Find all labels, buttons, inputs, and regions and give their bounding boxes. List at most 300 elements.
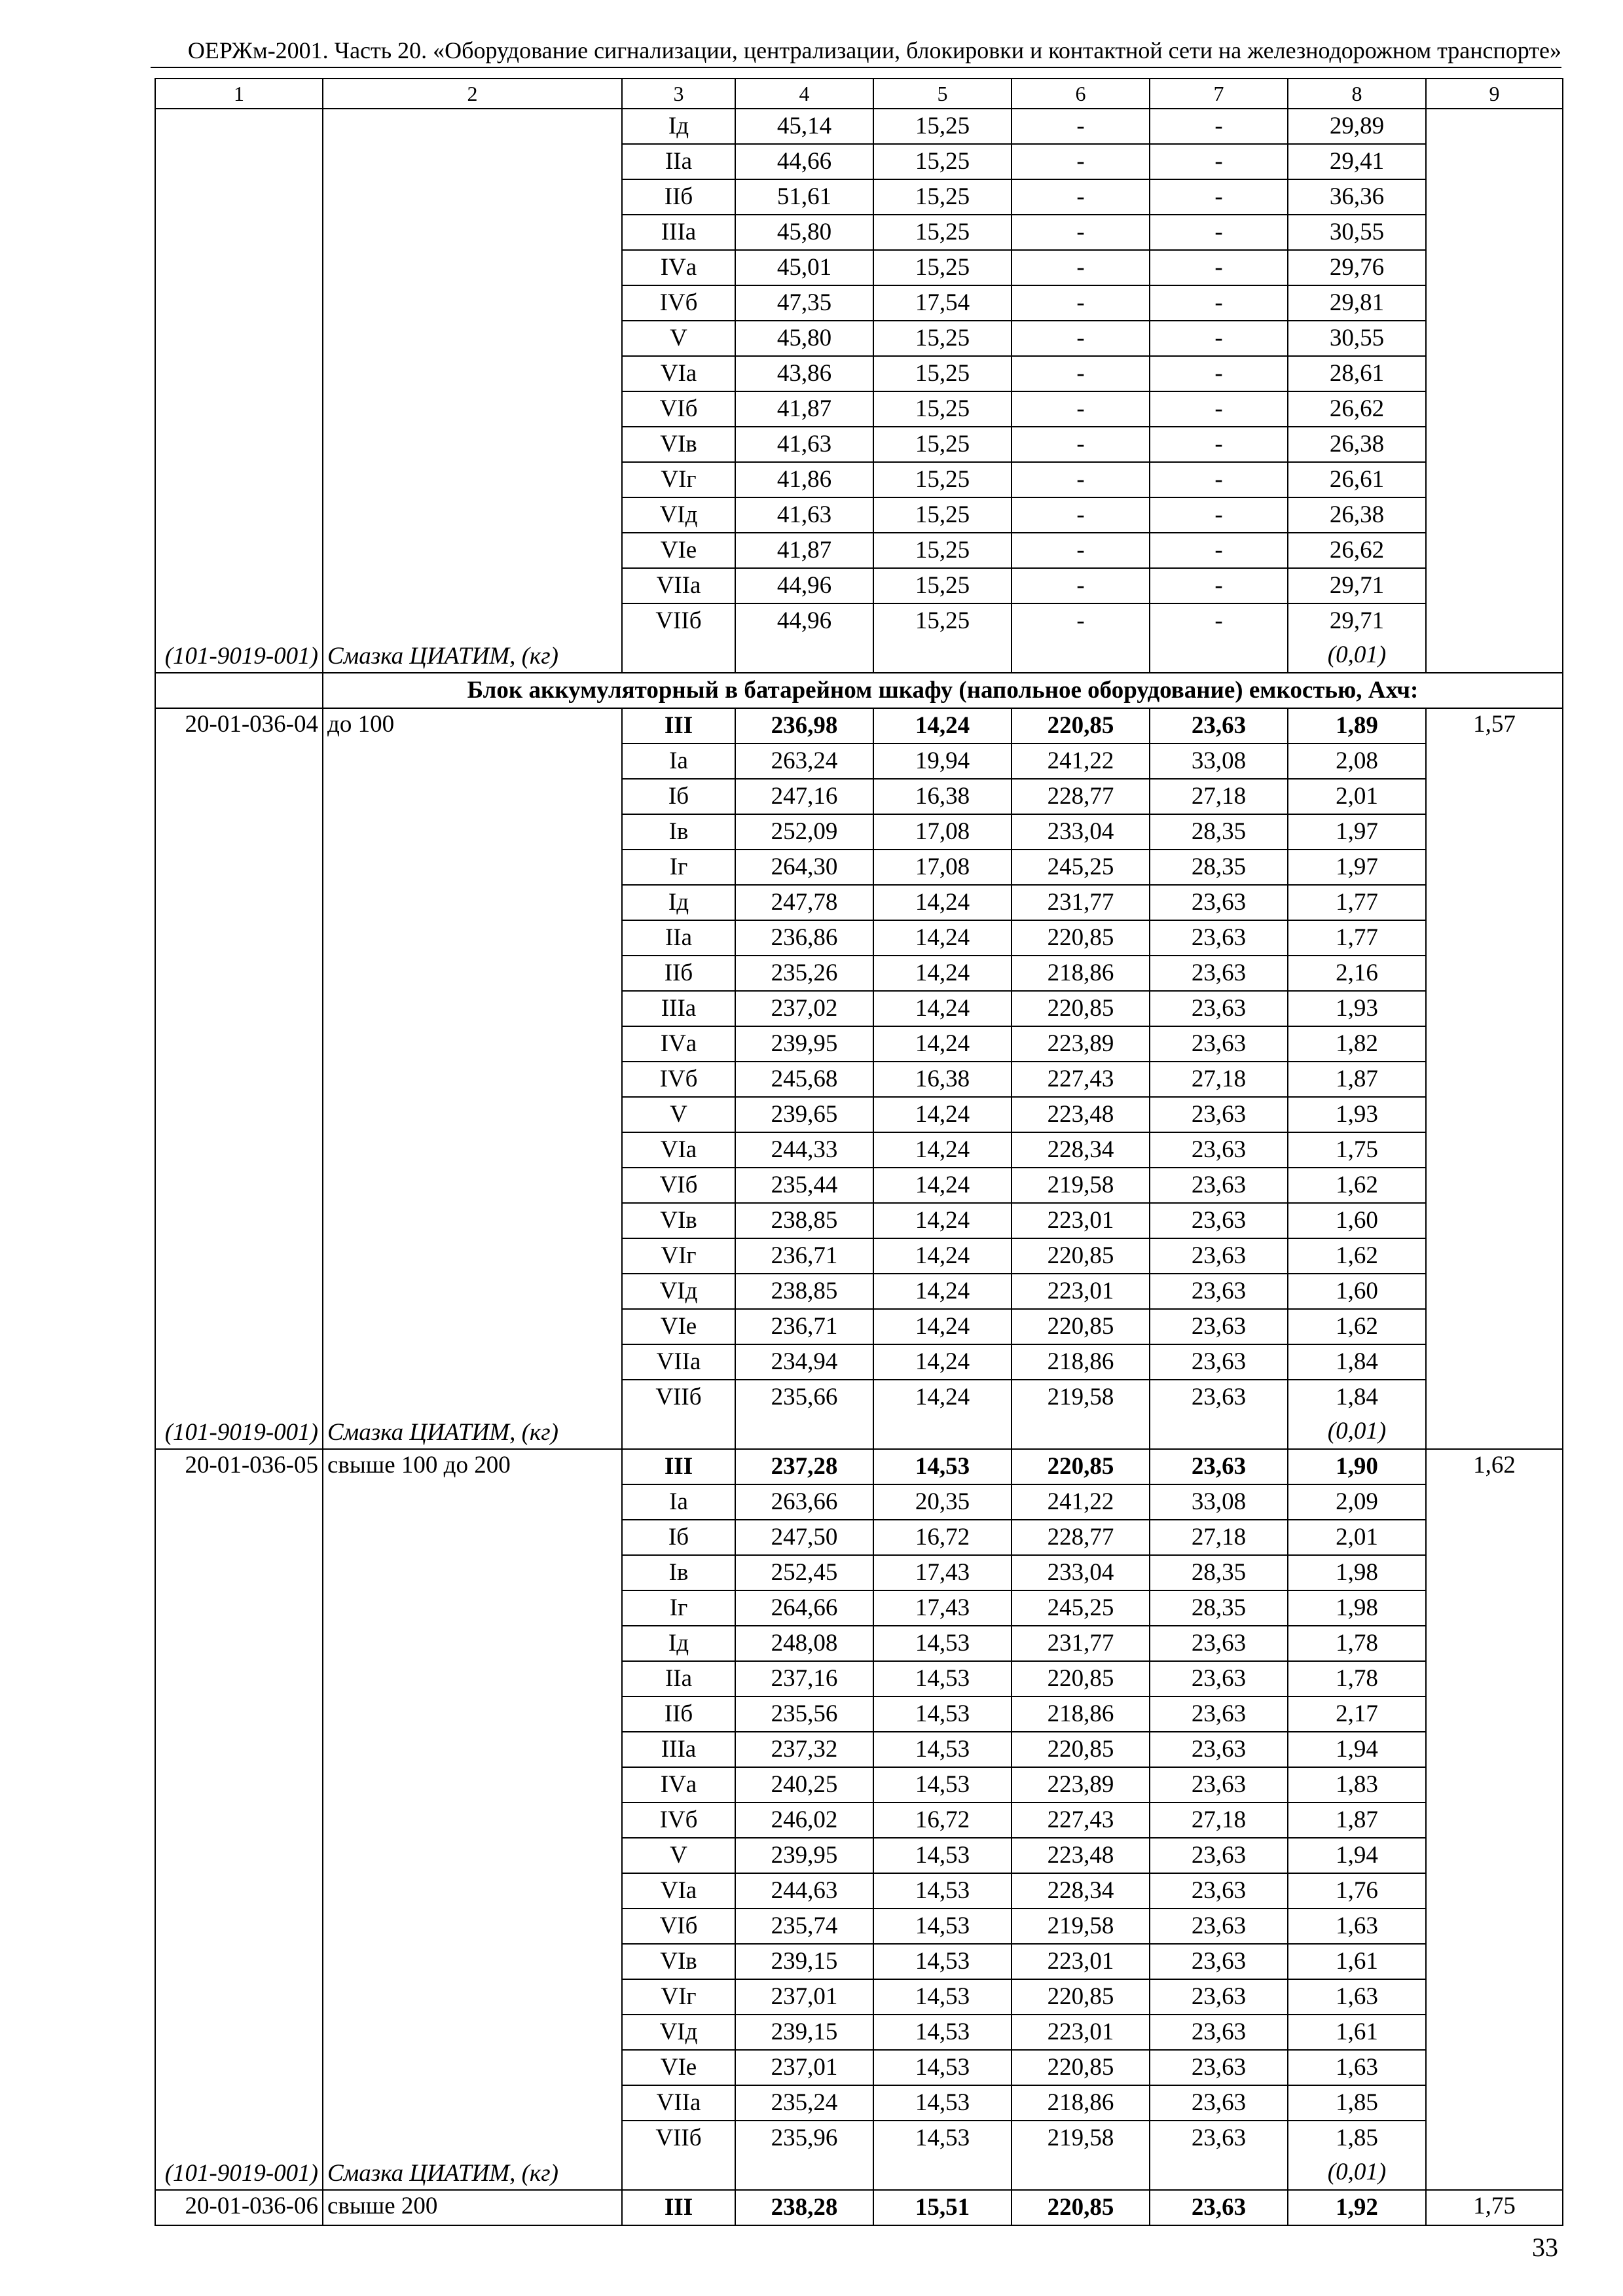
value-cell: Iб	[622, 1520, 735, 1555]
value-cell: 29,89	[1288, 109, 1426, 144]
value-cell: IVа	[622, 250, 735, 285]
section-title-row	[155, 673, 1563, 708]
value-cell: 1,98	[1288, 1555, 1426, 1590]
value-cell: 15,25	[873, 427, 1012, 462]
value-cell: 218,86	[1012, 2085, 1150, 2121]
value-cell: 247,78	[735, 885, 873, 920]
value-cell: 219,58	[1012, 1909, 1150, 1944]
value-cell: 223,01	[1012, 1203, 1150, 1238]
value-cell: 45,80	[735, 215, 873, 250]
value-cell: 239,15	[735, 2015, 873, 2050]
value-cell: -	[1150, 497, 1288, 533]
value-cell: 220,85	[1012, 2050, 1150, 2085]
value-cell: 14,24	[873, 1309, 1012, 1344]
value-cell: 1,92	[1288, 2190, 1426, 2225]
value-cell: 51,61	[735, 179, 873, 215]
value-cell: 237,01	[735, 2050, 873, 2085]
value-cell: 27,18	[1150, 1803, 1288, 1838]
value-cell: IIа	[622, 1661, 735, 1696]
value-cell: 44,96	[735, 568, 873, 603]
value-cell: -	[1150, 250, 1288, 285]
value-cell: 1,84	[1288, 1380, 1426, 1414]
value-cell: 47,35	[735, 285, 873, 321]
value-cell: 23,63	[1150, 1838, 1288, 1873]
value-cell: 28,35	[1150, 1555, 1288, 1590]
empty-cell	[1150, 1414, 1288, 1449]
value-cell: 2,09	[1288, 1484, 1426, 1520]
value-cell: VIIб	[622, 1380, 735, 1414]
value-cell: -	[1150, 285, 1288, 321]
value-cell: 1,89	[1288, 708, 1426, 744]
value-cell: 1,76	[1288, 1873, 1426, 1909]
value-cell: 14,53	[873, 2121, 1012, 2155]
value-cell: 220,85	[1012, 920, 1150, 956]
value-cell: 1,90	[1288, 1449, 1426, 1484]
empty-cell	[873, 2155, 1012, 2190]
value-cell: 41,87	[735, 391, 873, 427]
value-cell: 16,72	[873, 1520, 1012, 1555]
value-cell: VIIа	[622, 2085, 735, 2121]
value-cell: 30,55	[1288, 215, 1426, 250]
value-cell: 14,53	[873, 2015, 1012, 2050]
value-cell: -	[1150, 356, 1288, 391]
value-cell: 27,18	[1150, 779, 1288, 814]
value-cell: -	[1012, 427, 1150, 462]
value-cell: 218,86	[1012, 1696, 1150, 1732]
value-cell: 23,63	[1150, 1238, 1288, 1274]
value-cell: -	[1012, 533, 1150, 568]
value-cell: 219,58	[1012, 2121, 1150, 2155]
value-cell: 44,96	[735, 603, 873, 638]
value-cell: 15,25	[873, 250, 1012, 285]
value-cell: 36,36	[1288, 179, 1426, 215]
value-cell: 23,63	[1150, 1909, 1288, 1944]
value-cell: 23,63	[1150, 2121, 1288, 2155]
value-cell: 252,45	[735, 1555, 873, 1590]
value-cell: IIIа	[622, 991, 735, 1026]
value-cell: 14,53	[873, 1838, 1012, 1873]
section-title: Блок аккумуляторный в батарейном шкафу (напольное оборудование) емкостью, Ахч:	[323, 673, 1563, 708]
value-cell: -	[1012, 215, 1150, 250]
value-cell: 29,71	[1288, 603, 1426, 638]
value-cell: 235,66	[735, 1380, 873, 1414]
empty-cell	[1150, 2155, 1288, 2190]
value-cell: 23,63	[1150, 991, 1288, 1026]
value-cell: 17,08	[873, 850, 1012, 885]
value-cell: -	[1012, 462, 1150, 497]
value-cell: -	[1150, 144, 1288, 179]
value-cell: 17,08	[873, 814, 1012, 850]
value-cell: 1,97	[1288, 850, 1426, 885]
value-cell: 228,34	[1012, 1132, 1150, 1168]
value-cell: 14,53	[873, 1767, 1012, 1803]
column-number-cell: 8	[1288, 79, 1426, 109]
value-cell: Iв	[622, 814, 735, 850]
value-cell: 220,85	[1012, 1449, 1150, 1484]
col9-cell: 1,75	[1426, 2190, 1563, 2225]
value-cell: 15,25	[873, 391, 1012, 427]
value-cell: 1,75	[1288, 1132, 1426, 1168]
value-cell: 14,24	[873, 1026, 1012, 1062]
value-cell: 17,43	[873, 1590, 1012, 1626]
value-cell: VIIб	[622, 603, 735, 638]
value-cell: 23,63	[1150, 956, 1288, 991]
value-cell: IVб	[622, 285, 735, 321]
value-cell: 1,97	[1288, 814, 1426, 850]
value-cell: VIIб	[622, 2121, 735, 2155]
value-cell: 14,24	[873, 956, 1012, 991]
value-cell: 15,25	[873, 497, 1012, 533]
rate-code: 20-01-036-04	[185, 711, 318, 738]
value-cell: Iд	[622, 1626, 735, 1661]
value-cell: 263,66	[735, 1484, 873, 1520]
value-cell: VIг	[622, 1238, 735, 1274]
value-cell: Iд	[622, 885, 735, 920]
value-cell: 241,22	[1012, 1484, 1150, 1520]
empty-cell	[735, 638, 873, 673]
value-cell: 23,63	[1150, 1732, 1288, 1767]
value-cell: 1,94	[1288, 1732, 1426, 1767]
value-cell: IIа	[622, 144, 735, 179]
column-number-cell: 5	[873, 79, 1012, 109]
value-cell: 223,89	[1012, 1767, 1150, 1803]
value-cell: 220,85	[1012, 1979, 1150, 2015]
empty-cell	[622, 1414, 735, 1449]
value-cell: 45,80	[735, 321, 873, 356]
value-cell: 15,25	[873, 603, 1012, 638]
value-cell: 223,48	[1012, 1838, 1150, 1873]
value-cell: 26,38	[1288, 427, 1426, 462]
value-cell: 41,63	[735, 497, 873, 533]
value-cell: 1,84	[1288, 1344, 1426, 1380]
rate-code: 20-01-036-05	[185, 1452, 318, 1479]
value-cell: 27,18	[1150, 1520, 1288, 1555]
value-cell: -	[1150, 321, 1288, 356]
value-cell: 228,77	[1012, 1520, 1150, 1555]
value-cell: 15,25	[873, 533, 1012, 568]
value-cell: 1,87	[1288, 1062, 1426, 1097]
value-cell: 29,71	[1288, 568, 1426, 603]
material-code: (101-9019-001)	[164, 643, 318, 670]
value-cell: 237,28	[735, 1449, 873, 1484]
material-code: (101-9019-001)	[164, 2160, 318, 2187]
rate-code-cell	[155, 708, 323, 1449]
value-cell: 14,24	[873, 1168, 1012, 1203]
table-row	[155, 1449, 1563, 1484]
value-cell: 235,44	[735, 1168, 873, 1203]
value-cell: 2,01	[1288, 1520, 1426, 1555]
value-cell: 15,51	[873, 2190, 1012, 2225]
material-name: Смазка ЦИАТИМ, (кг)	[327, 2160, 558, 2187]
value-cell: 26,61	[1288, 462, 1426, 497]
header-rule	[151, 67, 1561, 68]
empty-cell	[1150, 638, 1288, 673]
value-cell: V	[622, 321, 735, 356]
empty-cell	[873, 638, 1012, 673]
value-cell: -	[1150, 391, 1288, 427]
value-cell: 1,78	[1288, 1626, 1426, 1661]
material-name: Смазка ЦИАТИМ, (кг)	[327, 643, 558, 670]
value-cell: 219,58	[1012, 1380, 1150, 1414]
value-cell: 15,25	[873, 144, 1012, 179]
empty-cell	[873, 1414, 1012, 1449]
rate-name: свыше 200	[327, 2193, 438, 2219]
value-cell: 14,53	[873, 1661, 1012, 1696]
value-cell: 41,63	[735, 427, 873, 462]
value-cell: -	[1012, 568, 1150, 603]
value-cell: 23,63	[1150, 1097, 1288, 1132]
value-cell: 245,25	[1012, 850, 1150, 885]
value-cell: 14,24	[873, 1097, 1012, 1132]
value-cell: -	[1012, 391, 1150, 427]
value-cell: 28,35	[1150, 1590, 1288, 1626]
material-value: (0,01)	[1288, 1414, 1426, 1449]
value-cell: -	[1012, 321, 1150, 356]
value-cell: -	[1150, 427, 1288, 462]
value-cell: 14,24	[873, 920, 1012, 956]
value-cell: 30,55	[1288, 321, 1426, 356]
value-cell: 14,53	[873, 1626, 1012, 1661]
page-header: ОЕРЖм-2001. Часть 20. «Оборудование сигнализации, централизации, блокировки и контактной сети на железнодорожном транспорте»	[187, 37, 1561, 63]
value-cell: 28,35	[1150, 814, 1288, 850]
value-cell: 23,63	[1150, 1203, 1288, 1238]
rate-name-cell	[323, 109, 622, 673]
value-cell: 244,63	[735, 1873, 873, 1909]
value-cell: 1,62	[1288, 1168, 1426, 1203]
value-cell: 223,48	[1012, 1097, 1150, 1132]
value-cell: 220,85	[1012, 708, 1150, 744]
value-cell: 240,25	[735, 1767, 873, 1803]
rate-code: 20-01-036-06	[185, 2193, 318, 2219]
value-cell: 1,77	[1288, 885, 1426, 920]
value-cell: 26,38	[1288, 497, 1426, 533]
value-cell: 1,62	[1288, 1309, 1426, 1344]
section-spacer-cell	[155, 673, 323, 708]
value-cell: 14,24	[873, 885, 1012, 920]
column-number-cell: 2	[323, 79, 622, 109]
value-cell: 227,43	[1012, 1803, 1150, 1838]
value-cell: 244,33	[735, 1132, 873, 1168]
value-cell: 220,85	[1012, 991, 1150, 1026]
value-cell: 223,01	[1012, 2015, 1150, 2050]
value-cell: 1,78	[1288, 1661, 1426, 1696]
value-cell: IIа	[622, 920, 735, 956]
value-cell: 223,89	[1012, 1026, 1150, 1062]
value-cell: VIб	[622, 1909, 735, 1944]
value-cell: -	[1150, 215, 1288, 250]
column-number-cell: 1	[155, 79, 323, 109]
value-cell: 14,53	[873, 1979, 1012, 2015]
value-cell: 23,63	[1150, 2190, 1288, 2225]
value-cell: III	[622, 2190, 735, 2225]
value-cell: 29,76	[1288, 250, 1426, 285]
value-cell: 15,25	[873, 109, 1012, 144]
value-cell: 29,81	[1288, 285, 1426, 321]
value-cell: 23,63	[1150, 1380, 1288, 1414]
value-cell: 14,24	[873, 1238, 1012, 1274]
value-cell: 220,85	[1012, 1732, 1150, 1767]
value-cell: 14,53	[873, 1732, 1012, 1767]
column-number-cell: 7	[1150, 79, 1288, 109]
value-cell: 15,25	[873, 179, 1012, 215]
value-cell: IIIа	[622, 1732, 735, 1767]
value-cell: 14,24	[873, 1380, 1012, 1414]
value-cell: 234,94	[735, 1344, 873, 1380]
value-cell: 245,25	[1012, 1590, 1150, 1626]
value-cell: 235,56	[735, 1696, 873, 1732]
value-cell: III	[622, 708, 735, 744]
column-number-cell: 9	[1426, 79, 1563, 109]
value-cell: 28,61	[1288, 356, 1426, 391]
value-cell: 16,38	[873, 779, 1012, 814]
value-cell: Iв	[622, 1555, 735, 1590]
value-cell: 44,66	[735, 144, 873, 179]
value-cell: 246,02	[735, 1803, 873, 1838]
value-cell: -	[1150, 109, 1288, 144]
value-cell: 238,85	[735, 1203, 873, 1238]
value-cell: III	[622, 1449, 735, 1484]
empty-cell	[1012, 638, 1150, 673]
value-cell: 220,85	[1012, 2190, 1150, 2225]
rate-name: до 100	[327, 711, 395, 738]
value-cell: IVа	[622, 1767, 735, 1803]
value-cell: 264,66	[735, 1590, 873, 1626]
value-cell: 14,24	[873, 991, 1012, 1026]
value-cell: 252,09	[735, 814, 873, 850]
value-cell: 41,86	[735, 462, 873, 497]
value-cell: 239,65	[735, 1097, 873, 1132]
value-cell: 238,85	[735, 1274, 873, 1309]
value-cell: 14,24	[873, 1132, 1012, 1168]
value-cell: Iа	[622, 1484, 735, 1520]
value-cell: VIв	[622, 427, 735, 462]
value-cell: 247,50	[735, 1520, 873, 1555]
value-cell: 219,58	[1012, 1168, 1150, 1203]
value-cell: 23,63	[1150, 1309, 1288, 1344]
value-cell: 245,68	[735, 1062, 873, 1097]
value-cell: 14,53	[873, 1873, 1012, 1909]
table-row	[155, 2190, 1563, 2225]
value-cell: Iа	[622, 744, 735, 779]
value-cell: 218,86	[1012, 1344, 1150, 1380]
value-cell: -	[1150, 568, 1288, 603]
value-cell: 23,63	[1150, 1449, 1288, 1484]
column-number-row	[155, 79, 1563, 109]
value-cell: 236,86	[735, 920, 873, 956]
value-cell: IIб	[622, 956, 735, 991]
value-cell: 14,53	[873, 2085, 1012, 2121]
value-cell: 237,01	[735, 1979, 873, 2015]
value-cell: 1,93	[1288, 991, 1426, 1026]
value-cell: 239,15	[735, 1944, 873, 1979]
value-cell: 238,28	[735, 2190, 873, 2225]
value-cell: 23,63	[1150, 1168, 1288, 1203]
value-cell: IVа	[622, 1026, 735, 1062]
value-cell: 2,01	[1288, 779, 1426, 814]
value-cell: 231,77	[1012, 1626, 1150, 1661]
value-cell: V	[622, 1097, 735, 1132]
value-cell: 237,16	[735, 1661, 873, 1696]
value-cell: 23,63	[1150, 1944, 1288, 1979]
column-number-cell: 4	[735, 79, 873, 109]
value-cell: 23,63	[1150, 1873, 1288, 1909]
value-cell: 14,53	[873, 1449, 1012, 1484]
value-cell: 1,60	[1288, 1203, 1426, 1238]
value-cell: IIб	[622, 179, 735, 215]
value-cell: 241,22	[1012, 744, 1150, 779]
value-cell: -	[1012, 285, 1150, 321]
value-cell: 15,25	[873, 321, 1012, 356]
value-cell: Iд	[622, 109, 735, 144]
value-cell: 237,32	[735, 1732, 873, 1767]
value-cell: 1,98	[1288, 1590, 1426, 1626]
value-cell: 2,08	[1288, 744, 1426, 779]
value-cell: VIд	[622, 497, 735, 533]
value-cell: VIв	[622, 1944, 735, 1979]
value-cell: VIд	[622, 1274, 735, 1309]
empty-cell	[622, 2155, 735, 2190]
value-cell: 23,63	[1150, 1274, 1288, 1309]
value-cell: 228,77	[1012, 779, 1150, 814]
value-cell: VIд	[622, 2015, 735, 2050]
value-cell: 14,24	[873, 1203, 1012, 1238]
value-cell: 1,63	[1288, 2050, 1426, 2085]
value-cell: 1,62	[1288, 1238, 1426, 1274]
material-value: (0,01)	[1288, 638, 1426, 673]
value-cell: 17,43	[873, 1555, 1012, 1590]
value-cell: 45,14	[735, 109, 873, 144]
value-cell: Iг	[622, 850, 735, 885]
value-cell: 223,01	[1012, 1944, 1150, 1979]
value-cell: 1,61	[1288, 1944, 1426, 1979]
value-cell: 15,25	[873, 356, 1012, 391]
empty-cell	[1012, 1414, 1150, 1449]
value-cell: 43,86	[735, 356, 873, 391]
empty-cell	[735, 2155, 873, 2190]
value-cell: 16,38	[873, 1062, 1012, 1097]
value-cell: 14,53	[873, 1944, 1012, 1979]
value-cell: 23,63	[1150, 1979, 1288, 2015]
rates-table	[155, 78, 1563, 2226]
value-cell: 233,04	[1012, 1555, 1150, 1590]
value-cell: VIе	[622, 2050, 735, 2085]
value-cell: VIа	[622, 1873, 735, 1909]
value-cell: 228,34	[1012, 1873, 1150, 1909]
value-cell: 45,01	[735, 250, 873, 285]
value-cell: 1,83	[1288, 1767, 1426, 1803]
value-cell: 220,85	[1012, 1309, 1150, 1344]
rate-name-cell	[323, 708, 622, 1449]
rate-code-cell	[155, 1449, 323, 2190]
value-cell: 235,74	[735, 1909, 873, 1944]
value-cell: 237,02	[735, 991, 873, 1026]
value-cell: 2,17	[1288, 1696, 1426, 1732]
value-cell: 1,85	[1288, 2085, 1426, 2121]
value-cell: 15,25	[873, 568, 1012, 603]
value-cell: -	[1012, 144, 1150, 179]
value-cell: VIа	[622, 356, 735, 391]
value-cell: 239,95	[735, 1026, 873, 1062]
value-cell: 14,53	[873, 1909, 1012, 1944]
value-cell: 1,82	[1288, 1026, 1426, 1062]
value-cell: 23,63	[1150, 920, 1288, 956]
value-cell: 248,08	[735, 1626, 873, 1661]
value-cell: 23,63	[1150, 708, 1288, 744]
value-cell: 1,87	[1288, 1803, 1426, 1838]
table-row	[155, 708, 1563, 744]
value-cell: 23,63	[1150, 1026, 1288, 1062]
value-cell: -	[1150, 603, 1288, 638]
